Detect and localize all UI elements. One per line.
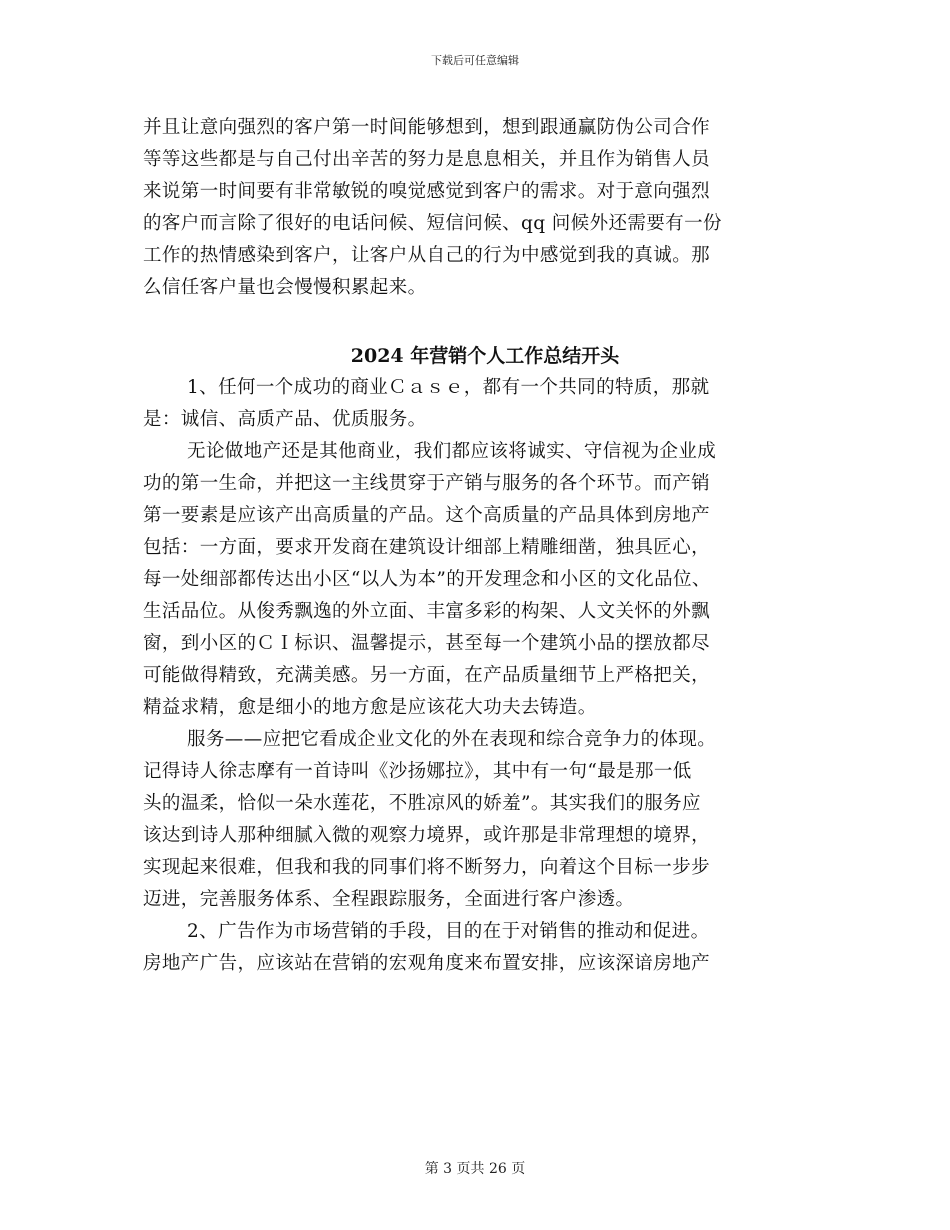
text-line: 无论做地产还是其他商业，我们都应该将诚实、守信视为企业成 bbox=[187, 441, 717, 462]
text-line: 实现起来很难，但我和我的同事们将不断努力，向着这个目标一步步 bbox=[143, 857, 711, 878]
text-line: 记得诗人徐志摩有一首诗叫《沙扬娜拉》，其中有一句“最是那一低 bbox=[143, 761, 692, 782]
paragraph-1 bbox=[143, 372, 807, 436]
text-line: 窗，到小区的ＣＩ标识、温馨提示，甚至每一个建筑小品的摆放都尽 bbox=[143, 633, 711, 654]
text-line: 来说第一时间要有非常敏锐的嗅觉感觉到客户的需求。对于意向强烈 bbox=[143, 181, 711, 202]
text-line: 精益求精，愈是细小的地方愈是应该花大功夫去铸造。 bbox=[143, 697, 597, 718]
text-line: 包括：一方面，要求开发商在建筑设计细部上精雕细凿，独具匠心， bbox=[143, 537, 711, 558]
paragraph-4 bbox=[143, 916, 807, 980]
text-line: 迈进，完善服务体系、全程跟踪服务，全面进行客户渗透。 bbox=[143, 889, 635, 910]
text-line: 1、任何一个成功的商业Ｃａｓｅ，都有一个共同的特质，那就 bbox=[187, 377, 710, 398]
text-line: 生活品位。从俊秀飘逸的外立面、丰富多彩的构架、人文关怀的外飘 bbox=[143, 601, 711, 622]
document-body bbox=[143, 112, 807, 980]
text-line: 功的第一生命，并把这一主线贯穿于产销与服务的各个环节。而产销 bbox=[143, 473, 711, 494]
page-header: 下载后可任意编辑 bbox=[431, 54, 519, 67]
text-line: 第一要素是应该产出高质量的产品。这个高质量的产品具体到房地产 bbox=[143, 505, 711, 526]
paragraph-2 bbox=[143, 436, 807, 724]
text-line: 的客户而言除了很好的电话问候、短信问候、qq 问候外还需要有一份 bbox=[143, 213, 722, 234]
text-line: 是：诚信、高质产品、优质服务。 bbox=[143, 409, 427, 430]
text-line: 每一处细部都传达出小区“以人为本”的开发理念和小区的文化品位、 bbox=[143, 569, 711, 590]
text-line: 工作的热情感染到客户，让客户从自己的行为中感觉到我的真诚。那 bbox=[143, 245, 711, 266]
text-line: 并且让意向强烈的客户第一时间能够想到，想到跟通赢防伪公司合作 bbox=[143, 117, 711, 138]
text-line: 该达到诗人那种细腻入微的观察力境界，或许那是非常理想的境界， bbox=[143, 825, 711, 846]
paragraph-3 bbox=[143, 724, 807, 916]
text-line: 等等这些都是与自己付出辛苦的努力是息息相关，并且作为销售人员 bbox=[143, 149, 711, 170]
text-line: 么信任客户量也会慢慢积累起来。 bbox=[143, 277, 427, 298]
text-line: 服务——应把它看成企业文化的外在表现和综合竞争力的体现。 bbox=[187, 729, 717, 750]
page-footer: 第 3 页共 26 页 bbox=[424, 1161, 526, 1177]
text-line: 房地产广告，应该站在营销的宏观角度来布置安排，应该深谙房地产 bbox=[143, 953, 711, 974]
section-heading: 2024 年营销个人工作总结开头 bbox=[350, 345, 620, 367]
text-line: 可能做得精致，充满美感。另一方面，在产品质量细节上严格把关， bbox=[143, 665, 711, 686]
text-line: 头的温柔，恰似一朵水莲花，不胜凉风的娇羞”。其实我们的服务应 bbox=[143, 793, 701, 814]
paragraph-intro bbox=[143, 112, 807, 304]
text-line: 2、广告作为市场营销的手段，目的在于对销售的推动和促进。 bbox=[187, 921, 710, 942]
